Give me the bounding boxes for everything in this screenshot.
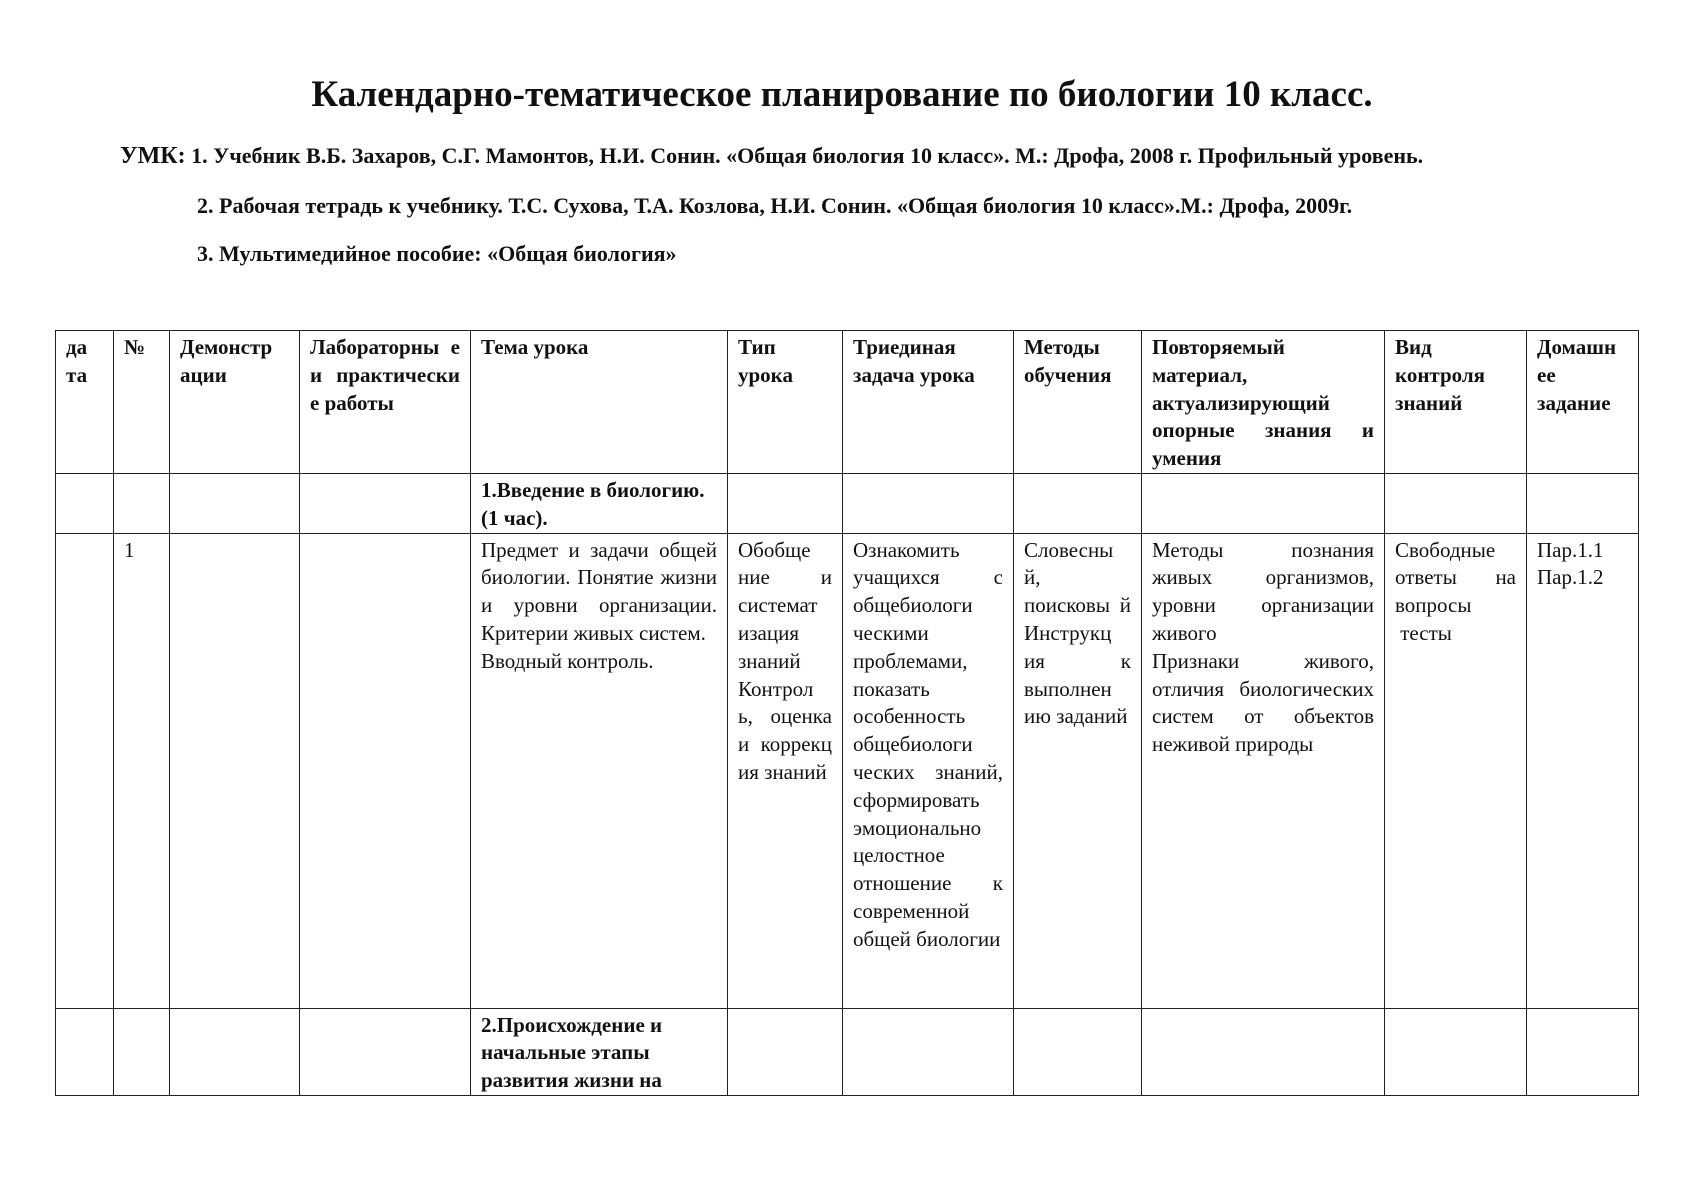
table-cell bbox=[1142, 1008, 1385, 1095]
header-demonstrations: Демонстр ации bbox=[170, 331, 300, 474]
cell-number: 1 bbox=[114, 533, 170, 1008]
table-cell bbox=[1527, 1008, 1639, 1095]
header-control: Вид контроля знаний bbox=[1385, 331, 1527, 474]
header-lab-work: Лабораторны е и практически е работы bbox=[300, 331, 471, 474]
table-cell bbox=[1385, 473, 1527, 533]
umk-item-2: 2. Рабочая тетрадь к учебнику. Т.С. Сухова, Т.А. Козлова, Н.И. Сонин. «Общая биология 10 класс».М.: Дрофа, 2009г. bbox=[197, 193, 1353, 218]
table-cell bbox=[170, 473, 300, 533]
cell-date bbox=[56, 533, 114, 1008]
page-title: Календарно-тематическое планирование по биологии 10 класс. bbox=[311, 74, 1373, 115]
cell-homework-2: Пар.1.2 bbox=[1537, 565, 1604, 590]
cell-control-extra: тесты bbox=[1395, 620, 1452, 645]
table-cell bbox=[56, 473, 114, 533]
table-cell bbox=[170, 1008, 300, 1095]
section-title: 2.Происхождение и начальные этапы развития жизни на bbox=[471, 1008, 728, 1095]
table-cell bbox=[114, 473, 170, 533]
cell-triune-task: Ознакомить учащихся с общебиологи ческими проблемами, показать особенность общебиологи ческих знаний, сформировать эмоционально целостное отношение к современной общей биологии bbox=[843, 533, 1014, 1008]
table-cell bbox=[843, 1008, 1014, 1095]
table-header-row bbox=[56, 331, 1639, 474]
cell-topic bbox=[471, 533, 728, 1008]
cell-repeated-material-main: Методы познания живых организмов, уровни организации живого bbox=[1152, 537, 1374, 645]
cell-topic-main: Предмет и задачи общей биологии. Понятие жизни и уровни организации. Критерии живых систем. bbox=[481, 537, 717, 645]
header-triune-task: Триединая задача урока bbox=[843, 331, 1014, 474]
cell-homework bbox=[1527, 533, 1639, 1008]
header-teaching-methods: Методы обучения bbox=[1014, 331, 1142, 474]
section-title: 1.Введение в биологию. (1 час). bbox=[471, 473, 728, 533]
header-number: № bbox=[114, 331, 170, 474]
table-cell bbox=[728, 1008, 843, 1095]
umk-item-3: 3. Мультимедийное пособие: «Общая биология» bbox=[197, 241, 677, 266]
table-row bbox=[56, 1008, 1639, 1095]
table-cell bbox=[728, 473, 843, 533]
umk-item-1-text: 1. Учебник В.Б. Захаров, С.Г. Мамонтов, Н.И. Сонин. «Общая биология 10 класс». М.: Дрофа, 2008 г. Профильный уровень. bbox=[191, 143, 1424, 168]
planning-table bbox=[55, 330, 1639, 1096]
table-row bbox=[56, 473, 1639, 533]
table-cell bbox=[114, 1008, 170, 1095]
cell-demonstrations bbox=[170, 533, 300, 1008]
cell-control bbox=[1385, 533, 1527, 1008]
cell-topic-extra: Вводный контроль. bbox=[481, 648, 654, 673]
table-cell bbox=[300, 1008, 471, 1095]
cell-control-main: Свободные ответы на вопросы bbox=[1395, 537, 1516, 618]
umk-label: УМК: bbox=[120, 143, 186, 169]
table-cell bbox=[843, 473, 1014, 533]
cell-lesson-type: Обобще ние и системат изация знаний Контрол ь, оценка и коррекц ия знаний bbox=[728, 533, 843, 1008]
table-cell bbox=[56, 1008, 114, 1095]
header-topic: Тема урока bbox=[471, 331, 728, 474]
header-lesson-type: Тип урока bbox=[728, 331, 843, 474]
table-cell bbox=[1385, 1008, 1527, 1095]
cell-teaching-methods: Словесны й, поисковы й Инструкц ия к выполнен ию заданий bbox=[1014, 533, 1142, 1008]
table-cell bbox=[1527, 473, 1639, 533]
table-cell bbox=[300, 473, 471, 533]
umk-item-1 bbox=[120, 140, 1423, 172]
cell-lab-work bbox=[300, 533, 471, 1008]
cell-repeated-material bbox=[1142, 533, 1385, 1008]
cell-repeated-material-extra: Признаки живого, отличия биологических систем от объектов неживой природы bbox=[1152, 648, 1374, 757]
table-row bbox=[56, 533, 1639, 1008]
table-cell bbox=[1014, 1008, 1142, 1095]
header-repeated-material: Повторяемый материал, актуализирующий опорные знания и умения bbox=[1142, 331, 1385, 474]
table-cell bbox=[1142, 473, 1385, 533]
table-cell bbox=[1014, 473, 1142, 533]
header-homework: Домашн ее задание bbox=[1527, 331, 1639, 474]
cell-homework-1: Пар.1.1 bbox=[1537, 537, 1604, 562]
header-date: да та bbox=[56, 331, 114, 474]
